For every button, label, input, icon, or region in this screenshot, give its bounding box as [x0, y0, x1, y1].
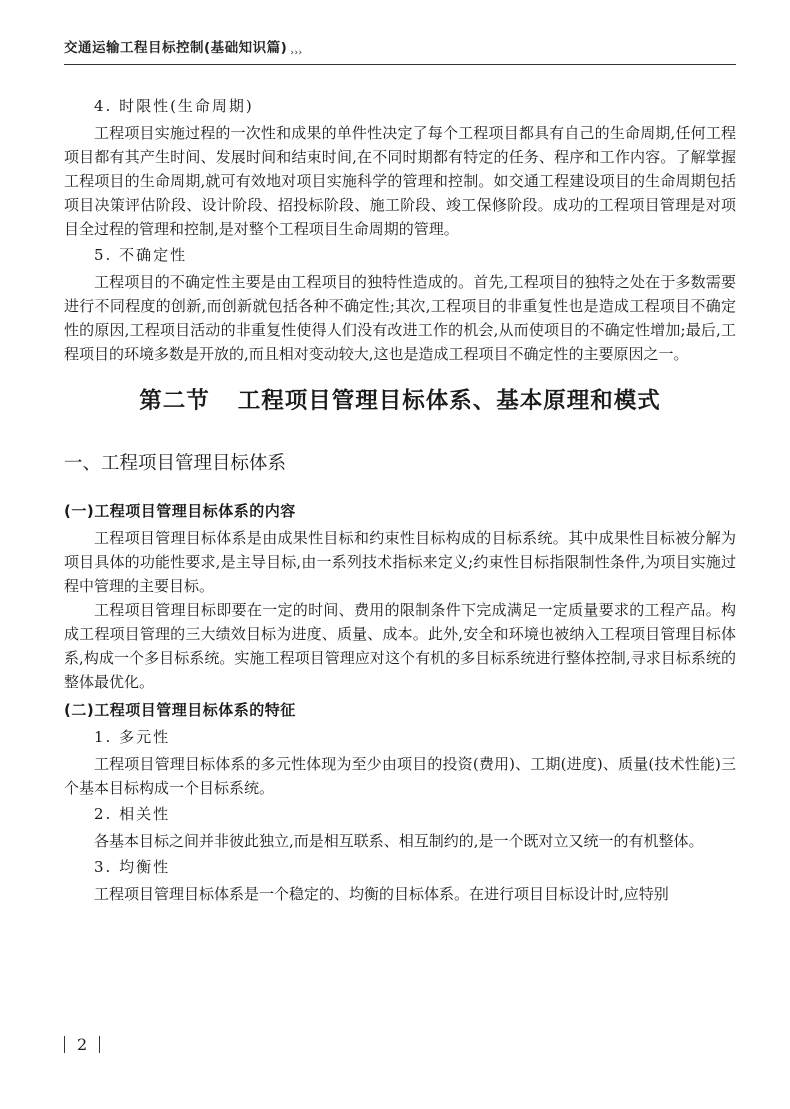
- running-header: [64, 36, 736, 56]
- item-heading-balance: 3. 均衡性: [94, 858, 171, 876]
- paragraph-uncertainty: 工程项目的不确定性主要是由工程项目的独特性造成的。首先,工程项目的独特之处在于多数需要进行不同程度的创新,而创新就包括各种不确定性;其次,工程项目的非重复性也是造成工程项目不确定性的原因,工程项目活动的非重复性使得人们没有改进工作的机会,从而使项目的不确定性增加;最后,工程项目的环境多数是开放的,而且相对变动较大,这也是造成工程项目不确定性的主要原因之一。: [64, 273, 736, 363]
- item-heading-diversity: 1. 多元性: [94, 728, 171, 746]
- paragraph-diversity: 工程项目管理目标体系的多元性体现为至少由项目的投资(费用)、工期(进度)、质量(技术性能)三个基本目标构成一个目标系统。: [64, 755, 736, 797]
- item-heading-correlation: 2. 相关性: [94, 805, 171, 823]
- heading-features: (二)工程项目管理目标体系的特征: [64, 701, 296, 719]
- section-title: [64, 385, 736, 417]
- footer-divider: [64, 1036, 65, 1053]
- section-number: 第二节: [139, 388, 210, 414]
- paragraph-correlation: 各基本目标之间并非彼此独立,而是相互联系、相互制约的,是一个既对立又统一的有机整体。: [94, 832, 704, 850]
- paragraph-lifecycle: 工程项目实施过程的一次性和成果的单件性决定了每个工程项目都具有自己的生命周期,任何工程项目都有其产生时间、发展时间和结束时间,在不同时期都有特定的任务、程序和工作内容。了解掌握工程项目的生命周期,就可有效地对项目实施科学的管理和控制。如交通工程建设项目的生命周期包括项目决策评估阶段、设计阶段、招投标阶段、施工阶段、竣工保修阶段。成功的工程项目管理是对项目全过程的管理和控制,是对整个工程项目生命周期的管理。: [64, 124, 736, 238]
- header-title: 交通运输工程目标控制(基础知识篇): [64, 40, 288, 56]
- chevron-right-icon: ›››: [290, 48, 303, 58]
- page-footer: [64, 1034, 100, 1054]
- item-heading-uncertainty: 5. 不确定性: [94, 246, 188, 264]
- page-number: 2: [77, 1035, 88, 1054]
- subsection-heading: 一、工程项目管理目标体系: [64, 453, 287, 474]
- page-body: [64, 92, 736, 906]
- footer-divider: [99, 1036, 100, 1053]
- paragraph-target-system: 工程项目管理目标体系是由成果性目标和约束性目标构成的目标系统。其中成果性目标被分解为项目具体的功能性要求,是主导目标,由一系列技术指标来定义;约束性目标指限制性条件,为项目实施过程中管理的主要目标。: [64, 529, 736, 595]
- item-heading-time-limit: 4. 时限性(生命周期): [94, 97, 254, 115]
- heading-content: (一)工程项目管理目标体系的内容: [64, 502, 296, 520]
- paragraph-performance-goals: 工程项目管理目标即要在一定的时间、费用的限制条件下完成满足一定质量要求的工程产品。构成工程项目管理的三大绩效目标为进度、质量、成本。此外,安全和环境也被纳入工程项目管理目标体系,构成一个多目标系统。实施工程项目管理应对这个有机的多目标系统进行整体控制,寻求目标系统的整体最优化。: [64, 601, 736, 691]
- section-title-text: 工程项目管理目标体系、基本原理和模式: [237, 388, 661, 414]
- paragraph-balance: 工程项目管理目标体系是一个稳定的、均衡的目标体系。在进行项目目标设计时,应特别: [94, 885, 669, 903]
- header-rule: [64, 64, 736, 65]
